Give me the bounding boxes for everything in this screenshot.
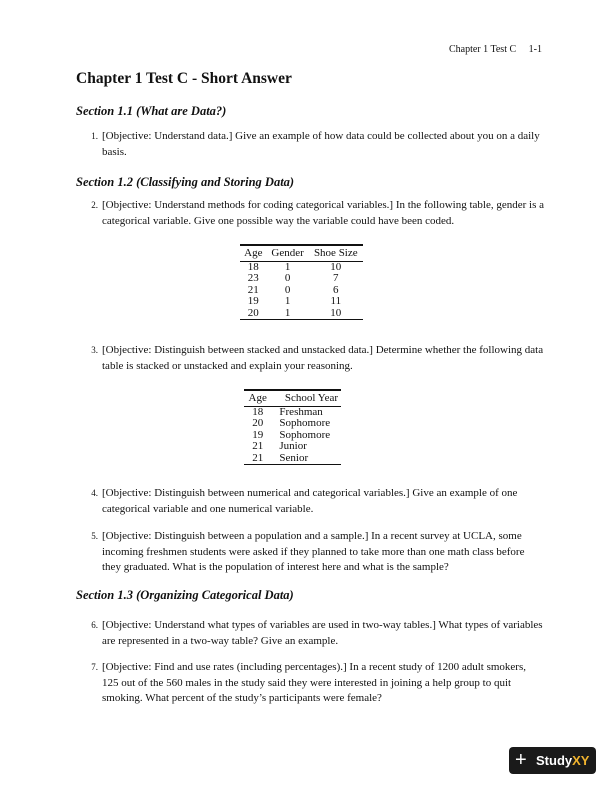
- column-header: School Year: [271, 390, 341, 406]
- table-cell: Sophomore: [279, 417, 331, 429]
- question-text: [Objective: Understand data.] Give an example of how data could be collected about you on a daily basis.: [102, 130, 540, 158]
- table-cell: 10: [330, 306, 342, 319]
- question-number: 5.: [91, 531, 98, 541]
- table-cell: 0: [284, 283, 291, 296]
- table-cell: 21: [252, 451, 264, 464]
- table-cell: Sophomore: [279, 428, 331, 441]
- table-cell: 0: [284, 272, 291, 284]
- question-number: 4.: [91, 488, 98, 498]
- question-text: [Objective: Find and use rates (including percentages).] In a recent study of 1200 adult smokers, 125 out of the 560 males in the study said they were interested in joining a help group to quit smoking. What percent of the study’s participants were female?: [102, 661, 526, 704]
- section-title-1-1: Section 1.1 (What are Data?): [76, 104, 227, 118]
- page-header: [449, 44, 542, 55]
- table-cell: Senior: [279, 451, 309, 464]
- table-row: [244, 453, 341, 465]
- table-cell: 18: [252, 405, 264, 418]
- question-4: [88, 486, 544, 517]
- question-number: 1.: [91, 131, 98, 141]
- table-header-row: [244, 390, 341, 406]
- question-number: 6.: [91, 620, 98, 630]
- question-number: 7.: [91, 662, 98, 672]
- brand-name: [536, 753, 589, 768]
- column-header: Gender: [267, 245, 309, 261]
- table-cell: 18: [247, 260, 259, 273]
- plus-icon: +: [515, 749, 527, 771]
- brand-name-xy: XY: [572, 753, 590, 768]
- question-text: [Objective: Understand methods for coding categorical variables.] In the following table, gender is a categorical variable. Give one possible way the variable could have been coded.: [102, 199, 544, 227]
- question-5: [88, 529, 544, 576]
- question-6: [88, 618, 544, 649]
- table-row: [244, 441, 341, 453]
- studyxy-logo-badge[interactable]: [509, 747, 596, 774]
- table-cell: 19: [252, 428, 264, 441]
- gender-data-table: [240, 244, 363, 323]
- table-cell: 1: [284, 260, 291, 273]
- table-cell: 7: [333, 272, 339, 284]
- table-row: [240, 273, 363, 285]
- question-number: 3.: [91, 345, 98, 355]
- table-cell: 10: [330, 260, 342, 273]
- section-title-1-3: Section 1.3 (Organizing Categorical Data): [76, 588, 294, 602]
- column-header: Age: [240, 245, 267, 261]
- table-cell: Freshman: [279, 405, 323, 418]
- table-row: [244, 418, 341, 430]
- question-3: [88, 343, 544, 374]
- column-header: Age: [244, 390, 271, 406]
- table-cell: 23: [247, 272, 259, 284]
- table-cell: 20: [252, 417, 264, 429]
- table-cell: Junior: [279, 440, 307, 452]
- table-cell: 1: [284, 306, 291, 319]
- question-text: [Objective: Distinguish between a population and a sample.] In a recent survey at UCLA, some incoming freshmen students were asked if they planned to take more than one math class before they graduated. What is the population of interest here and what is the sample?: [102, 530, 525, 573]
- question-2: [88, 198, 544, 229]
- table-cell: 21: [252, 440, 264, 452]
- table-cell: 19: [247, 295, 259, 307]
- table-header-row: [240, 245, 363, 261]
- table-cell: 6: [333, 283, 339, 296]
- table-cell: 20: [247, 306, 259, 319]
- page-title: Chapter 1 Test C - Short Answer: [76, 70, 292, 87]
- question-1: [88, 129, 544, 160]
- table-row: [240, 308, 363, 320]
- table-cell: 21: [247, 283, 259, 296]
- question-text: [Objective: Distinguish between numerical and categorical variables.] Give an example of one categorical variable and one numerical variable.: [102, 487, 518, 515]
- question-text: [Objective: Understand what types of variables are used in two-way tables.] What types of variables are represented in a two-way table? Give an example.: [102, 619, 543, 647]
- school-year-data-table: [244, 389, 341, 468]
- question-7: [88, 660, 544, 707]
- question-number: 2.: [91, 200, 98, 210]
- table-row: [240, 296, 363, 308]
- header-chapter: Chapter 1 Test C: [448, 44, 517, 55]
- question-text: [Objective: Distinguish between stacked and unstacked data.] Determine whether the following data table is stacked or unstacked and explain your reasoning.: [102, 344, 544, 372]
- column-header: Shoe Size: [309, 245, 363, 261]
- brand-name-study: Study: [536, 753, 573, 768]
- table-cell: 11: [330, 295, 342, 307]
- section-title-1-2: Section 1.2 (Classifying and Storing Data): [76, 175, 295, 189]
- header-page-number: 1-1: [528, 44, 542, 55]
- table-cell: 1: [284, 295, 291, 307]
